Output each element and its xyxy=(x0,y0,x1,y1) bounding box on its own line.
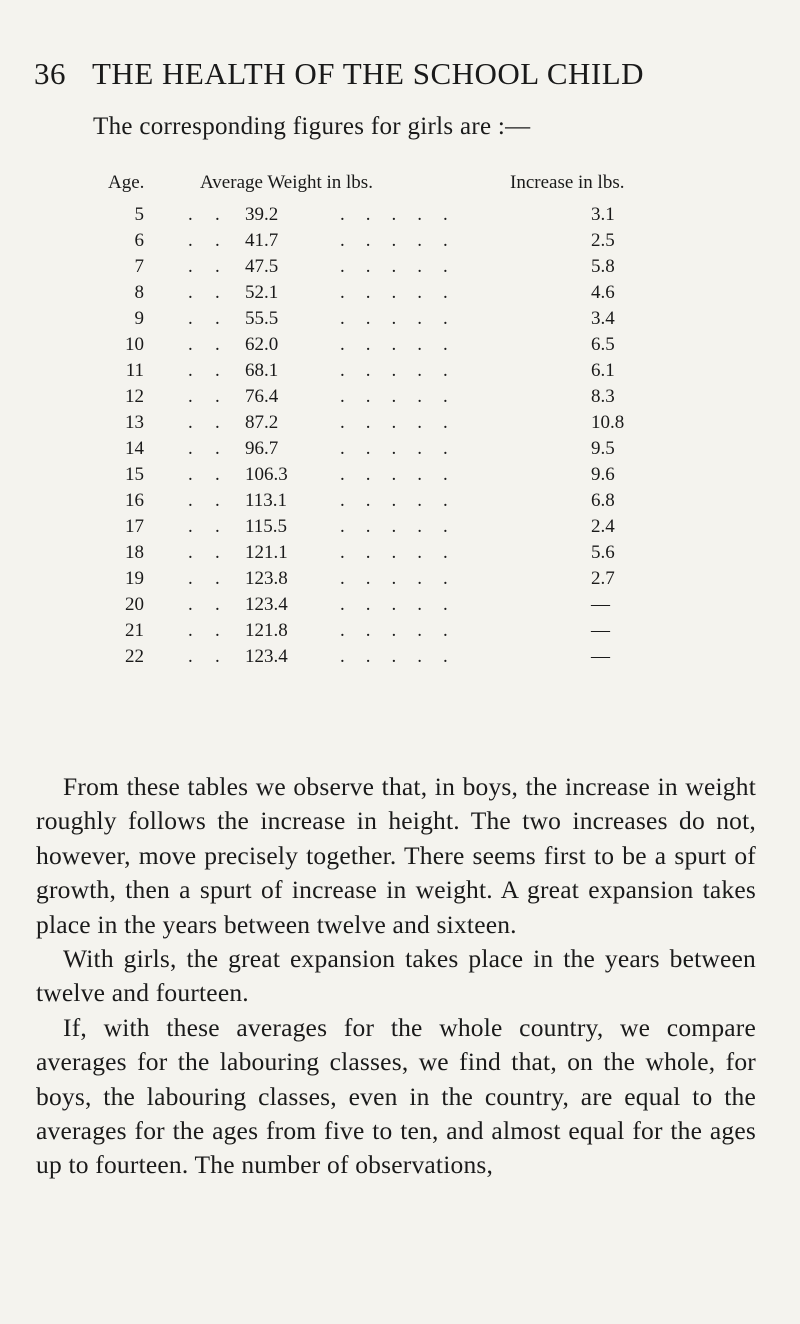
table-row xyxy=(0,256,800,282)
leader-dots: ..... xyxy=(340,386,469,407)
leader-dot: . xyxy=(215,568,220,589)
weight-cell: 123.4 xyxy=(245,594,288,615)
table-row xyxy=(0,490,800,516)
increase-cell: 6.8 xyxy=(591,490,615,511)
leader-dot: . xyxy=(215,334,220,355)
leader-dot: . xyxy=(188,542,193,563)
leader-dot: . xyxy=(215,594,220,615)
weight-cell: 76.4 xyxy=(245,386,279,407)
leader-dot: . xyxy=(215,386,220,407)
leader-dot: . xyxy=(215,516,220,537)
weight-cell: 62.0 xyxy=(245,334,279,355)
weight-cell: 106.3 xyxy=(245,464,288,485)
leader-dot: . xyxy=(215,438,220,459)
leader-dots: ..... xyxy=(340,464,469,485)
leader-dots: ..... xyxy=(340,334,469,355)
weight-cell: 121.8 xyxy=(245,620,288,641)
leader-dots: ..... xyxy=(340,620,469,641)
leader-dots: ..... xyxy=(340,438,469,459)
age-cell: 16 xyxy=(125,490,144,511)
age-cell: 9 xyxy=(134,308,144,329)
leader-dot: . xyxy=(188,568,193,589)
table-row xyxy=(0,308,800,334)
age-cell: 13 xyxy=(125,412,144,433)
increase-cell: — xyxy=(591,620,610,641)
weight-cell: 96.7 xyxy=(245,438,279,459)
leader-dots: ..... xyxy=(340,412,469,433)
table-row xyxy=(0,464,800,490)
paragraph: From these tables we observe that, in boys, the increase in weight roughly follows the increase in height. The two increases do not, however, move precisely together. There seems first to be a spurt of growth, then a spurt of increase in weight. A great expansion takes place in the years between twelve and sixteen. xyxy=(36,772,756,939)
column-header-age: Age. xyxy=(108,172,145,193)
age-cell: 17 xyxy=(125,516,144,537)
increase-cell: 10.8 xyxy=(591,412,625,433)
leader-dots: ..... xyxy=(340,256,469,277)
increase-cell: — xyxy=(591,594,610,615)
leader-dot: . xyxy=(215,230,220,251)
increase-cell: 6.5 xyxy=(591,334,615,355)
age-cell: 8 xyxy=(134,282,144,303)
table-row xyxy=(0,360,800,386)
table-row xyxy=(0,516,800,542)
increase-cell: 6.1 xyxy=(591,360,615,381)
age-cell: 20 xyxy=(125,594,144,615)
table-row xyxy=(0,230,800,256)
leader-dot: . xyxy=(188,620,193,641)
age-cell: 19 xyxy=(125,568,144,589)
leader-dots: ..... xyxy=(340,204,469,225)
age-cell: 6 xyxy=(134,230,144,251)
increase-cell: 2.7 xyxy=(591,568,615,589)
leader-dot: . xyxy=(188,308,193,329)
table-row xyxy=(0,282,800,308)
table-row xyxy=(0,386,800,412)
leader-dots: ..... xyxy=(340,568,469,589)
leader-dots: ..... xyxy=(340,230,469,251)
leader-dot: . xyxy=(188,230,193,251)
leader-dots: ..... xyxy=(340,308,469,329)
increase-cell: 2.4 xyxy=(591,516,615,537)
leader-dot: . xyxy=(215,490,220,511)
age-cell: 18 xyxy=(125,542,144,563)
increase-cell: 4.6 xyxy=(591,282,615,303)
age-cell: 5 xyxy=(134,204,144,225)
paragraph: If, with these averages for the whole country, we compare averages for the labouring classes, we find that, on the whole, for boys, the labouring classes, even in the country, are equal to the averages for the ages from five to ten, and almost equal for the ages up to fourteen. The number of observations, xyxy=(36,1012,756,1180)
age-cell: 12 xyxy=(125,386,144,407)
leader-dot: . xyxy=(215,360,220,381)
running-title: THE HEALTH OF THE SCHOOL CHILD xyxy=(92,56,645,91)
table-row xyxy=(0,646,800,672)
table-row xyxy=(0,620,800,646)
table-row xyxy=(0,542,800,568)
table-row xyxy=(0,568,800,594)
age-cell: 11 xyxy=(125,360,144,381)
leader-dots: ..... xyxy=(340,490,469,511)
leader-dot: . xyxy=(188,204,193,225)
leader-dots: ..... xyxy=(340,516,469,537)
leader-dots: ..... xyxy=(340,646,469,667)
leader-dot: . xyxy=(188,360,193,381)
leader-dot: . xyxy=(215,412,220,433)
weight-cell: 55.5 xyxy=(245,308,279,329)
leader-dots: ..... xyxy=(340,542,469,563)
leader-dot: . xyxy=(215,204,220,225)
column-header-weight: Average Weight in lbs. xyxy=(200,172,373,193)
table-row xyxy=(0,204,800,230)
leader-dot: . xyxy=(215,282,220,303)
leader-dot: . xyxy=(215,256,220,277)
table-row xyxy=(0,594,800,620)
increase-cell: 3.1 xyxy=(591,204,615,225)
table-intro: The corresponding figures for girls are :— xyxy=(93,113,531,140)
age-cell: 10 xyxy=(125,334,144,355)
weight-table xyxy=(0,204,800,672)
increase-cell: 9.6 xyxy=(591,464,615,485)
leader-dot: . xyxy=(188,412,193,433)
weight-cell: 123.4 xyxy=(245,646,288,667)
weight-cell: 113.1 xyxy=(245,490,288,511)
leader-dots: ..... xyxy=(340,282,469,303)
leader-dot: . xyxy=(215,464,220,485)
leader-dot: . xyxy=(188,282,193,303)
weight-cell: 123.8 xyxy=(245,568,288,589)
weight-cell: 39.2 xyxy=(245,204,279,225)
weight-cell: 68.1 xyxy=(245,360,279,381)
age-cell: 22 xyxy=(125,646,144,667)
age-cell: 7 xyxy=(134,256,144,277)
increase-cell: 8.3 xyxy=(591,386,615,407)
leader-dot: . xyxy=(215,308,220,329)
leader-dot: . xyxy=(215,620,220,641)
running-head xyxy=(34,56,754,92)
leader-dot: . xyxy=(188,438,193,459)
leader-dot: . xyxy=(188,334,193,355)
increase-cell: 3.4 xyxy=(591,308,615,329)
weight-cell: 87.2 xyxy=(245,412,279,433)
leader-dot: . xyxy=(188,386,193,407)
weight-cell: 121.1 xyxy=(245,542,288,563)
leader-dot: . xyxy=(188,464,193,485)
body-text xyxy=(36,770,756,1183)
table-header xyxy=(0,172,800,198)
age-cell: 21 xyxy=(125,620,144,641)
increase-cell: 5.8 xyxy=(591,256,615,277)
increase-cell: — xyxy=(591,646,610,667)
leader-dot: . xyxy=(188,256,193,277)
leader-dot: . xyxy=(188,490,193,511)
leader-dot: . xyxy=(188,594,193,615)
age-cell: 14 xyxy=(125,438,144,459)
leader-dot: . xyxy=(188,516,193,537)
table-row xyxy=(0,334,800,360)
age-cell: 15 xyxy=(125,464,144,485)
weight-cell: 41.7 xyxy=(245,230,279,251)
paragraph: With girls, the great expansion takes place in the years between twelve and fourteen. xyxy=(36,944,756,1008)
increase-cell: 9.5 xyxy=(591,438,615,459)
increase-cell: 2.5 xyxy=(591,230,615,251)
table-row xyxy=(0,412,800,438)
page-number: 36 xyxy=(34,56,66,91)
leader-dots: ..... xyxy=(340,360,469,381)
weight-cell: 52.1 xyxy=(245,282,279,303)
leader-dot: . xyxy=(215,646,220,667)
column-header-increase: Increase in lbs. xyxy=(510,172,625,193)
leader-dot: . xyxy=(215,542,220,563)
leader-dots: ..... xyxy=(340,594,469,615)
weight-cell: 115.5 xyxy=(245,516,288,537)
increase-cell: 5.6 xyxy=(591,542,615,563)
weight-cell: 47.5 xyxy=(245,256,279,277)
table-row xyxy=(0,438,800,464)
leader-dot: . xyxy=(188,646,193,667)
